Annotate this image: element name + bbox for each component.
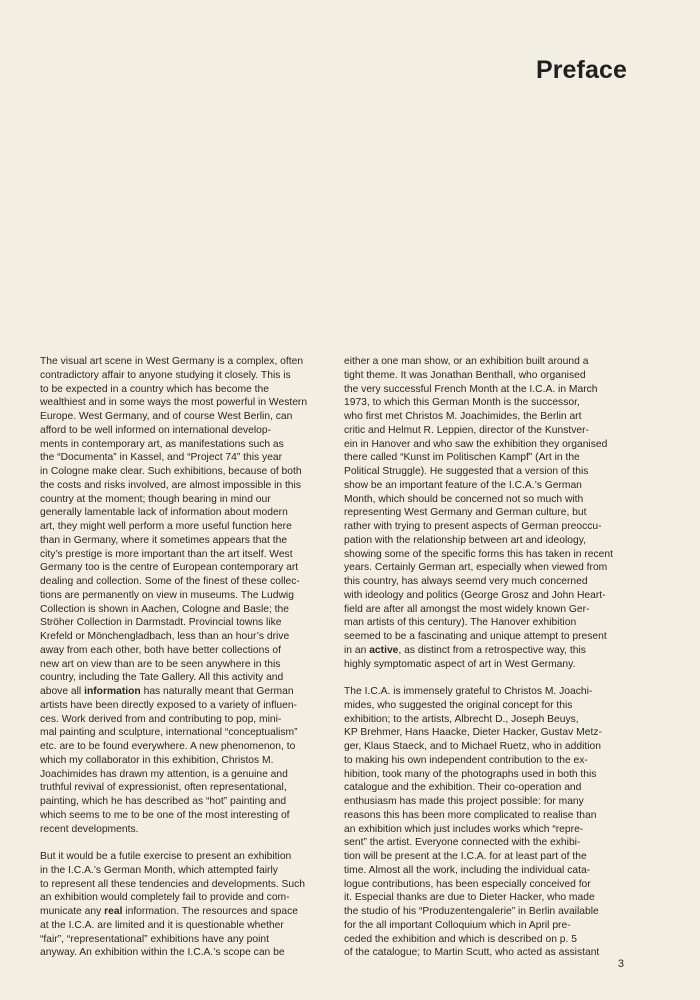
text-line [40, 369, 340, 383]
text-segment: Joachimides has drawn my attention, is a genuine and [40, 768, 288, 780]
text-line [344, 438, 644, 452]
text-segment: than in Germany, where it sometimes appears that the [40, 534, 288, 546]
paragraph [344, 355, 644, 671]
text-segment: truthful revival of expressionist, often representational, [40, 782, 287, 794]
text-line [344, 685, 644, 699]
text-segment: show be an important feature of the I.C.A.’s German [344, 479, 582, 491]
left-text-column [40, 355, 340, 960]
text-segment: painting, which he has described as “hot” painting and [40, 796, 287, 807]
text-segment: there called “Kunst im Politischen Kampf” (Art in the [344, 452, 580, 464]
paragraph [40, 850, 340, 960]
emphasized-word: real [104, 906, 123, 917]
text-segment: this country, has always seemd very much concerned [344, 576, 588, 587]
text-segment: representing West Germany and German culture, but [344, 507, 587, 519]
text-segment: But it would be a futile exercise to present an exhibition [40, 851, 292, 862]
text-segment: to making his own independent contribution to the ex- [344, 754, 588, 766]
text-line [40, 603, 340, 617]
text-line [40, 726, 340, 740]
text-line [344, 451, 644, 465]
text-line [40, 355, 340, 369]
text-line [344, 410, 644, 424]
text-segment: hibition, took many of the photographs used in both this [344, 768, 597, 780]
text-line [344, 369, 644, 383]
text-segment: showing some of the specific forms this has taken in recent [344, 548, 613, 560]
text-line [40, 396, 340, 410]
text-line [40, 781, 340, 795]
text-segment: critic and Helmut R. Leppien, director of the Kunstver- [344, 424, 589, 436]
text-line [344, 919, 644, 933]
text-segment: tions are permanently on view in museums. The Ludwig [40, 589, 294, 601]
text-segment: the studio of his “Produzentengalerie” in Berlin available [344, 906, 599, 917]
text-line [40, 589, 340, 603]
text-line [40, 465, 340, 479]
text-segment: who first met Christos M. Joachimides, the Berlin art [344, 411, 582, 422]
text-segment: art, they might well perform a more useful function here [40, 521, 292, 532]
text-segment: the very successful French Month at the I.C.A. in March [344, 383, 598, 395]
text-line [344, 850, 644, 864]
text-segment: Europe. West Germany, and of course West Berlin, can [40, 411, 293, 422]
text-line [344, 383, 644, 397]
text-segment: recent developments. [40, 823, 139, 835]
text-line [40, 479, 340, 493]
text-segment: years. Certainly German art, especially when viewed from [344, 562, 608, 574]
text-segment: wealthiest and in some ways the most powerful in Western [40, 397, 308, 409]
text-line [344, 561, 644, 575]
text-line [344, 616, 644, 630]
text-line [344, 355, 644, 369]
text-segment: generally lamentable lack of information about modern [40, 507, 288, 519]
emphasized-word: active [369, 644, 399, 656]
text-line [40, 713, 340, 727]
text-line [40, 823, 340, 837]
text-line [40, 630, 340, 644]
text-segment: field are after all amongst the most widely known Ger- [344, 603, 590, 615]
paragraph [40, 355, 340, 836]
text-segment: contradictory affair to anyone studying it closely. This is [40, 369, 291, 381]
text-segment: in the I.C.A.’s German Month, which attempted fairly [40, 864, 278, 876]
text-line [40, 864, 340, 878]
text-line [40, 534, 340, 548]
text-line [344, 781, 644, 795]
text-line [344, 465, 644, 479]
text-line [344, 630, 644, 644]
text-segment: ments in contemporary art, as manifestations such as [40, 438, 284, 450]
text-segment: which my collaborator in this exhibition, Christos M. [40, 754, 274, 766]
text-line [40, 438, 340, 452]
text-segment: logue contributions, has been especially conceived for [344, 878, 591, 890]
text-line [40, 575, 340, 589]
text-segment: The I.C.A. is immensely grateful to Christos M. Joachi- [344, 686, 593, 697]
text-segment: it. Especial thanks are due to Dieter Hacker, who made [344, 892, 595, 904]
text-line [344, 424, 644, 438]
text-segment: reasons this has been more complicated to realise than [344, 809, 597, 821]
text-line [344, 754, 644, 768]
text-segment: the “Documenta” in Kassel, and “Project 74” this year [40, 452, 283, 464]
page-number: 3 [617, 958, 624, 970]
text-segment: KP Brehmer, Hans Haacke, Dieter Hacker, Gustav Metz- [344, 727, 602, 739]
text-line [344, 699, 644, 713]
text-line [40, 919, 340, 933]
text-segment: enthusiasm has made this project possible: for many [344, 796, 584, 807]
text-line [40, 506, 340, 520]
text-segment: tion will be present at the I.C.A. for at least part of the [344, 851, 587, 862]
text-segment: mides, who suggested the original concept for this [344, 699, 573, 711]
text-segment: ein in Hanover and who saw the exhibition they organised [344, 438, 608, 450]
text-segment: anyway. An exhibition within the I.C.A.’s scope can be [40, 947, 285, 959]
text-line [344, 548, 644, 562]
text-line [344, 520, 644, 534]
right-text-column [344, 355, 644, 960]
text-segment: rather with trying to present aspects of German preoccu- [344, 521, 602, 532]
text-segment: of the catalogue; to Martin Scutt, who acted as assistant [344, 947, 600, 959]
text-line [344, 809, 644, 823]
text-line [344, 493, 644, 507]
text-line [344, 891, 644, 905]
text-line [344, 864, 644, 878]
text-line [344, 726, 644, 740]
text-segment: Collection is shown in Aachen, Cologne and Basle; the [40, 603, 290, 615]
text-segment: to be expected in a country which has become the [40, 383, 269, 395]
text-segment: an exhibition would completely fail to provide and com- [40, 892, 290, 904]
text-segment: mal painting and sculpture, international “conceptualism” [40, 727, 298, 739]
text-segment: The visual art scene in West Germany is a complex, often [40, 356, 304, 367]
text-line [40, 451, 340, 465]
text-line [40, 493, 340, 507]
text-segment: new art on view than are to be seen anywhere in this [40, 658, 281, 670]
text-line [344, 933, 644, 947]
text-segment: highly symptomatic aspect of art in West Germany. [344, 658, 576, 670]
text-segment: tight theme. It was Jonathan Benthall, who organised [344, 369, 586, 381]
paragraph [344, 685, 644, 960]
text-line [344, 713, 644, 727]
text-segment: away from each other, both have better collections of [40, 644, 281, 656]
text-segment: the costs and risks involved, are almost impossible in this [40, 479, 301, 491]
text-line [344, 836, 644, 850]
text-segment: artists have been directly exposed to a variety of influen- [40, 699, 297, 711]
text-line [40, 699, 340, 713]
text-segment: city’s prestige is more important than the art itself. West [40, 548, 293, 560]
text-segment: Ströher Collection in Darmstadt. Provincial towns like [40, 617, 282, 629]
text-line [40, 644, 340, 658]
text-segment: man artists of this century). The Hanover exhibition [344, 617, 577, 629]
text-segment: above all [40, 686, 85, 697]
text-segment: ceded the exhibition and which is described on p. 5 [344, 933, 577, 945]
text-segment: Political Struggle). He suggested that a version of this [344, 466, 589, 477]
text-segment: “fair”, “representational” exhibitions have any point [40, 933, 269, 945]
text-line [40, 768, 340, 782]
text-line [344, 878, 644, 892]
text-segment: either a one man show, or an exhibition built around a [344, 356, 589, 367]
text-segment: dealing and collection. Some of the finest of these collec- [40, 576, 300, 587]
text-segment: which seems to me to be one of the most interesting of [40, 809, 290, 821]
text-line [40, 933, 340, 947]
text-segment: country, including the Tate Gallery. All this activity and [40, 672, 284, 684]
text-segment: at the I.C.A. are limited and it is questionable whether [40, 919, 284, 931]
text-line [40, 946, 340, 960]
text-line [40, 548, 340, 562]
text-line [40, 850, 340, 864]
text-segment: exhibition; to the artists, Albrecht D., Joseph Beuys, [344, 713, 579, 725]
text-line [40, 671, 340, 685]
text-line [40, 685, 340, 699]
text-segment: sent” the artist. Everyone connected with the exhibi- [344, 837, 581, 849]
text-segment: ger, Klaus Staeck, and to Michael Ruetz, who in addition [344, 741, 601, 752]
text-segment: has naturally meant that German [140, 686, 294, 697]
text-segment: Germany too is the centre of European contemporary art [40, 562, 299, 574]
text-line [344, 479, 644, 493]
text-line [344, 534, 644, 548]
text-line [344, 768, 644, 782]
text-line [40, 520, 340, 534]
text-line [344, 575, 644, 589]
text-segment: to represent all these tendencies and developments. Such [40, 878, 306, 890]
text-segment: country at the moment; though bearing in mind our [40, 493, 271, 505]
text-segment: Krefeld or Mönchengladbach, less than an hour’s drive [40, 631, 290, 642]
text-segment: pation with the relationship between art and ideology, [344, 534, 586, 546]
text-line [344, 603, 644, 617]
text-line [40, 616, 340, 630]
text-line [40, 740, 340, 754]
text-line [40, 561, 340, 575]
text-segment: time. Almost all the work, including the individual cata- [344, 864, 591, 876]
text-segment: information. The resources and space [122, 906, 298, 917]
text-segment: ces. Work derived from and contributing to pop, mini- [40, 713, 282, 725]
text-line [40, 383, 340, 397]
text-line [344, 795, 644, 809]
text-line [344, 946, 644, 960]
text-line [344, 823, 644, 837]
text-line [40, 809, 340, 823]
text-line [40, 891, 340, 905]
text-line [344, 740, 644, 754]
text-line [344, 396, 644, 410]
text-line [40, 905, 340, 919]
text-segment: for the all important Colloquium which in April pre- [344, 919, 571, 931]
text-line [40, 658, 340, 672]
text-line [40, 754, 340, 768]
text-line [344, 905, 644, 919]
text-segment: etc. are to be found everywhere. A new phenomenon, to [40, 741, 296, 752]
text-segment: in Cologne make clear. Such exhibitions, because of both [40, 466, 302, 477]
text-segment: catalogue and the exhibition. Their co-operation and [344, 782, 582, 794]
text-segment: with ideology and politics (George Grosz and John Heart- [344, 589, 606, 601]
text-line [40, 878, 340, 892]
text-segment: afford to be well informed on international develop- [40, 424, 272, 436]
emphasized-word: information [84, 686, 141, 697]
text-line [40, 795, 340, 809]
text-segment: , as distinct from a retrospective way, this [398, 644, 586, 656]
text-segment: in an [344, 644, 370, 656]
text-line [40, 410, 340, 424]
text-line [40, 424, 340, 438]
text-line [344, 644, 644, 658]
text-segment: seemed to be a fascinating and unique attempt to present [344, 631, 607, 642]
text-line [344, 658, 644, 672]
text-segment: an exhibition which just includes works which “repre- [344, 823, 584, 835]
text-segment: Month, which should be concerned not so much with [344, 493, 584, 505]
text-line [344, 506, 644, 520]
text-segment: municate any [40, 906, 105, 917]
text-segment: 1973, to which this German Month is the successor, [344, 397, 580, 409]
text-line [344, 589, 644, 603]
page-title: Preface [535, 56, 627, 84]
